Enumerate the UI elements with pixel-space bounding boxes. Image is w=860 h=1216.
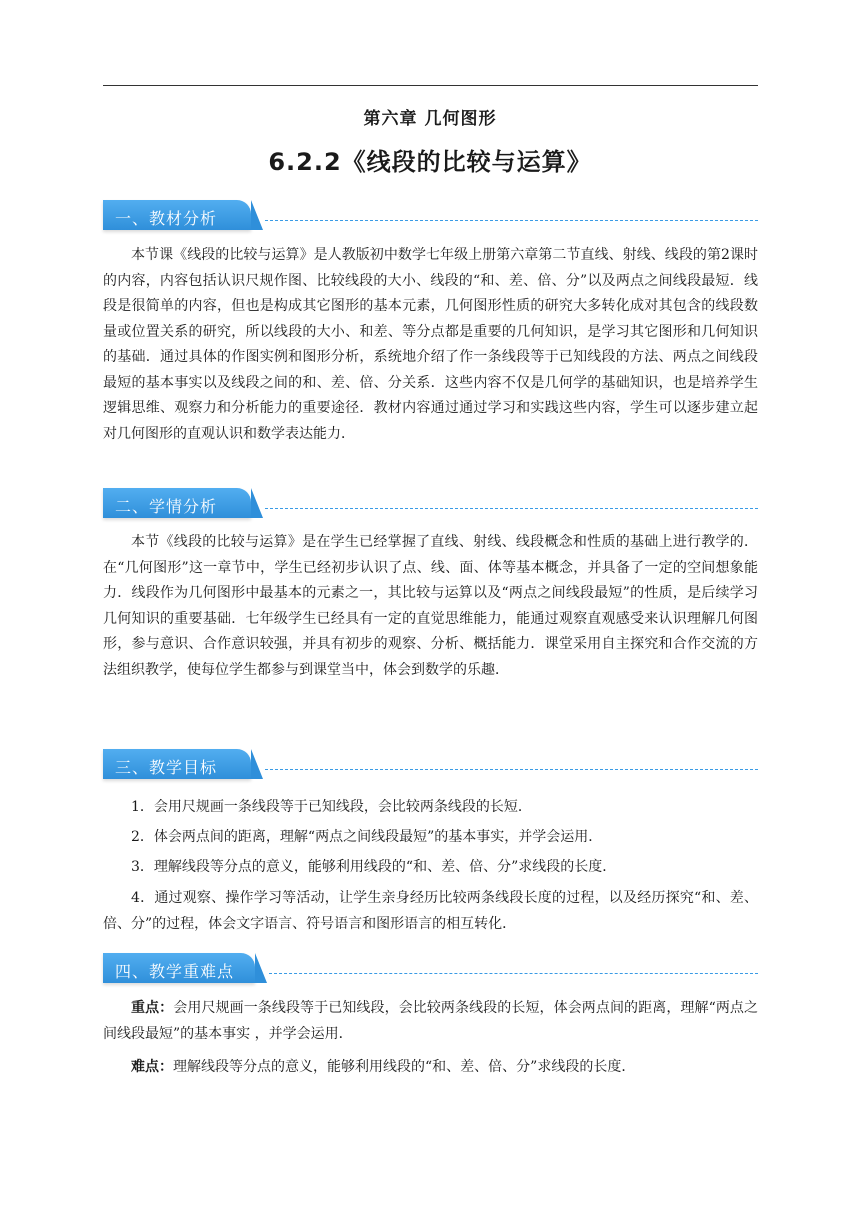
objective-item: 2．体会两点间的距离，理解“两点之间线段最短”的基本事实，并学会运用． — [131, 829, 603, 845]
difficult-point — [103, 1055, 758, 1081]
objective-item: 3．理解线段等分点的意义，能够利用线段的“和、差、倍、分”求线段的长度． — [131, 859, 617, 875]
key-point-text: 会用尺规画一条线段等于已知线段，会比较两条线段的长短，体会两点间的距离，理解“两点之间线段最短”的基本事实 ，并学会运用． — [103, 1000, 759, 1042]
page-title: 6.2.2《线段的比较与运算》 — [268, 148, 592, 176]
dashed-divider — [265, 508, 758, 509]
dashed-divider — [265, 220, 758, 221]
section-paragraph: 本节课《线段的比较与运算》是人教版初中数学七年级上册第六章第二节直线、射线、线段的第2课时的内容，内容包括认识尺规作图、比较线段的大小、线段的“和、差、倍、分”以及两点之间线段最短．线段是很简单的内容，但也是构成其它图形的基本元素，几何图形性质的研究大多转化成对其包含的线段数量或位置关系的研究，所以线段的大小、和差、等分点都是重要的几何知识，是学习其它图形和几何知识的基础．通过具体的作图实例和图形分析，系统地介绍了作一条线段等于已知线段的方法、两点之间线段最短的基本事实以及线段之间的和、差、倍、分关系．这些内容不仅是几何学的基础知识，也是培养学生逻辑思维、观察力和分析能力的重要途径．教材内容通过通过学习和实践这些内容，学生可以逐步建立起对几何图形的直观认识和数学表达能力． — [103, 247, 758, 442]
section-paragraph: 本节《线段的比较与运算》是在学生已经掌握了直线、射线、线段概念和性质的基础上进行教学的．在“几何图形”这一章节中，学生已经初步认识了点、线、面、体等基本概念，并具备了一定的空间想象能力．线段作为几何图形中最基本的元素之一，其比较与运算以及“两点之间线段最短”的性质，是后续学习几何知识的重要基础．七年级学生已经具有一定的直觉思维能力，能通过观察直观感受来认识理解几何图形，参与意识、合作意识较强，并具有初步的观察、分析、概括能力．课堂采用自主探究和合作交流的方法组织教学，使每位学生都参与到课堂当中，体会到数学的乐趣． — [103, 534, 758, 678]
section-tab — [103, 200, 251, 230]
section-header-key-difficult-points — [103, 951, 758, 985]
section-header-learner-analysis — [103, 486, 758, 520]
section-label: 一、教材分析 — [115, 209, 218, 228]
chapter-heading: 第六章 几何图形 — [363, 109, 497, 129]
section-tab — [103, 488, 251, 518]
section-label: 二、学情分析 — [115, 497, 218, 516]
dashed-divider — [269, 973, 758, 974]
section-header-teaching-objectives — [103, 747, 758, 781]
key-point — [103, 996, 758, 1047]
section-tab — [103, 953, 255, 983]
difficult-point-text: 理解线段等分点的意义，能够利用线段的“和、差、倍、分”求线段的长度． — [173, 1059, 636, 1075]
objective-item: 1．会用尺规画一条线段等于已知线段，会比较两条线段的长短． — [131, 799, 532, 815]
difficult-point-label: 难点： — [131, 1059, 173, 1075]
header-rule — [103, 85, 758, 86]
section-tab — [103, 749, 251, 779]
objective-item: 4．通过观察、操作学习等活动，让学生亲身经历比较两条线段长度的过程，以及经历探究“和、差、倍、分”的过程，体会文字语言、符号语言和图形语言的相互转化． — [103, 890, 758, 932]
section-label: 四、教学重难点 — [115, 962, 235, 981]
dashed-divider — [265, 769, 758, 770]
key-point-label: 重点： — [131, 1000, 174, 1016]
section-header-textbook-analysis — [103, 198, 758, 232]
section-label: 三、教学目标 — [115, 758, 218, 777]
